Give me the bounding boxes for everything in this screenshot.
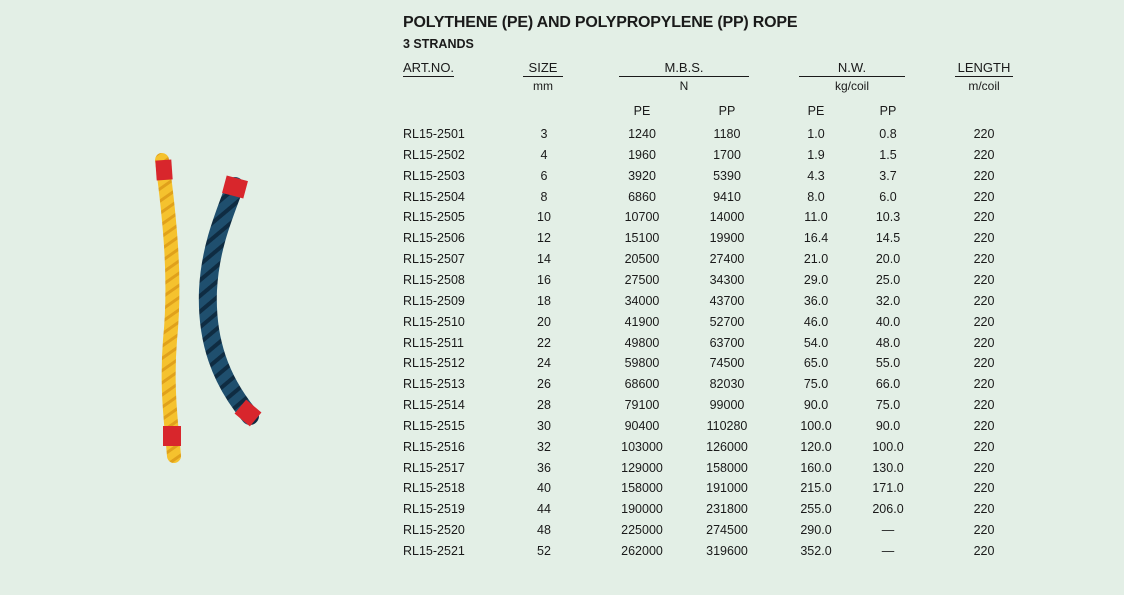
- table-row: [0, 168, 1124, 189]
- cell-nw-pe: 290.0: [800, 523, 832, 538]
- header-length: [954, 60, 1014, 77]
- cell-size: 40: [537, 481, 551, 496]
- cell-nw-pp: 0.8: [879, 127, 897, 141]
- cell-mbs-pp: 52700: [709, 314, 745, 329]
- cell-length: 220: [973, 460, 995, 475]
- unit-size: mm: [533, 79, 553, 93]
- cell-art-no: RL15-2509: [403, 293, 465, 308]
- cell-mbs-pe: 49800: [624, 335, 660, 350]
- cell-length: 220: [973, 335, 995, 350]
- cell-length: 220: [973, 523, 995, 538]
- cell-nw-pp: 75.0: [875, 398, 901, 413]
- cell-nw-pp: 55.0: [875, 356, 901, 371]
- table-row: [0, 397, 1124, 418]
- cell-nw-pe: 160.0: [800, 460, 832, 475]
- cell-size: 4: [540, 147, 548, 162]
- cell-length: 220: [973, 439, 995, 454]
- table-row: [0, 293, 1124, 314]
- cell-art-no: RL15-2514: [403, 398, 465, 413]
- cell-mbs-pe: 103000: [621, 439, 663, 454]
- table-row: [0, 230, 1124, 251]
- cell-mbs-pe: 90400: [624, 418, 660, 433]
- table-row: [0, 418, 1124, 439]
- cell-nw-pe: 352.0: [800, 544, 832, 558]
- cell-mbs-pe: 41900: [624, 314, 660, 329]
- cell-mbs-pe: 59800: [624, 356, 660, 371]
- cell-mbs-pp: 19900: [709, 231, 745, 246]
- subheader-mbs-pp: PP: [718, 104, 736, 118]
- cell-art-no: RL15-2508: [403, 272, 465, 287]
- cell-size: 30: [537, 418, 551, 433]
- header-length-label: LENGTH: [955, 60, 1013, 77]
- cell-mbs-pp: 9410: [713, 189, 741, 204]
- cell-mbs-pe: 190000: [621, 502, 663, 517]
- cell-length: 220: [973, 377, 995, 392]
- table-row: [0, 335, 1124, 356]
- subheader-nw-pe: PE: [807, 104, 825, 118]
- cell-length: 220: [973, 502, 995, 517]
- cell-size: 6: [540, 168, 548, 183]
- table-row: [0, 147, 1124, 168]
- cell-nw-pp: 25.0: [875, 272, 901, 287]
- cell-art-no: RL15-2519: [403, 502, 465, 517]
- cell-art-no: RL15-2521: [403, 544, 465, 558]
- cell-size: 12: [537, 231, 551, 246]
- cell-mbs-pp: 82030: [709, 377, 745, 392]
- cell-art-no: RL15-2505: [403, 210, 465, 225]
- cell-art-no: RL15-2501: [403, 127, 465, 141]
- table-row: [0, 355, 1124, 376]
- table-row: [0, 439, 1124, 460]
- table-row: [0, 209, 1124, 230]
- cell-length: 220: [973, 398, 995, 413]
- cell-size: 14: [537, 252, 551, 267]
- cell-size: 20: [537, 314, 551, 329]
- cell-nw-pp: 6.0: [879, 189, 897, 204]
- table-row: [0, 460, 1124, 481]
- table-row: [0, 480, 1124, 501]
- cell-mbs-pe: 20500: [624, 252, 660, 267]
- cell-nw-pp: —: [881, 523, 895, 538]
- cell-mbs-pe: 68600: [624, 377, 660, 392]
- cell-nw-pe: 16.4: [803, 231, 829, 246]
- cell-nw-pp: 14.5: [875, 231, 901, 246]
- cell-mbs-pp: 14000: [709, 210, 745, 225]
- cell-length: 220: [973, 127, 995, 141]
- cell-length: 220: [973, 168, 995, 183]
- cell-mbs-pp: 74500: [709, 356, 745, 371]
- cell-nw-pe: 4.3: [807, 168, 825, 183]
- cell-length: 220: [973, 231, 995, 246]
- cell-size: 24: [537, 356, 551, 371]
- cell-nw-pe: 29.0: [803, 272, 829, 287]
- cell-mbs-pp: 191000: [706, 481, 748, 496]
- cell-nw-pp: 171.0: [872, 481, 904, 496]
- cell-art-no: RL15-2502: [403, 147, 465, 162]
- cell-length: 220: [973, 210, 995, 225]
- cell-length: 220: [973, 272, 995, 287]
- cell-mbs-pe: 10700: [624, 210, 660, 225]
- table-row: [0, 501, 1124, 522]
- cell-mbs-pp: 110280: [706, 418, 748, 433]
- table-row: [0, 251, 1124, 272]
- cell-size: 36: [537, 460, 551, 475]
- cell-nw-pe: 65.0: [803, 356, 829, 371]
- cell-nw-pp: 206.0: [872, 502, 904, 517]
- cell-mbs-pp: 99000: [709, 398, 745, 413]
- cell-length: 220: [973, 189, 995, 204]
- cell-size: 16: [537, 272, 551, 287]
- cell-mbs-pp: 1700: [713, 147, 741, 162]
- cell-art-no: RL15-2516: [403, 439, 465, 454]
- header-nw-label: N.W.: [799, 60, 905, 77]
- cell-art-no: RL15-2515: [403, 418, 465, 433]
- header-mbs-label: M.B.S.: [619, 60, 749, 77]
- cell-art-no: RL15-2513: [403, 377, 465, 392]
- cell-nw-pp: 1.5: [879, 147, 897, 162]
- table-row: [0, 189, 1124, 210]
- cell-length: 220: [973, 418, 995, 433]
- cell-mbs-pp: 5390: [713, 168, 741, 183]
- cell-mbs-pe: 1240: [628, 127, 656, 141]
- cell-nw-pp: 32.0: [875, 293, 901, 308]
- cell-length: 220: [973, 293, 995, 308]
- cell-mbs-pp: 319600: [706, 544, 748, 558]
- cell-nw-pe: 100.0: [800, 418, 832, 433]
- cell-art-no: RL15-2510: [403, 314, 465, 329]
- cell-art-no: RL15-2507: [403, 252, 465, 267]
- cell-nw-pe: 120.0: [800, 439, 832, 454]
- header-mbs: [619, 60, 749, 77]
- cell-nw-pe: 8.0: [807, 189, 825, 204]
- cell-nw-pe: 36.0: [803, 293, 829, 308]
- header-size: [521, 60, 565, 77]
- cell-mbs-pe: 158000: [621, 481, 663, 496]
- cell-nw-pe: 90.0: [803, 398, 829, 413]
- cell-size: 52: [537, 544, 551, 558]
- cell-mbs-pe: 27500: [624, 272, 660, 287]
- cell-mbs-pp: 274500: [706, 523, 748, 538]
- cell-nw-pp: —: [881, 544, 895, 558]
- table-row: [0, 376, 1124, 397]
- unit-nw: kg/coil: [834, 79, 869, 93]
- cell-nw-pe: 1.0: [807, 127, 825, 141]
- cell-mbs-pp: 1180: [713, 127, 741, 141]
- cell-mbs-pe: 262000: [621, 544, 663, 558]
- cell-mbs-pe: 3920: [628, 168, 656, 183]
- subheader-mbs-pe: PE: [633, 104, 651, 118]
- cell-art-no: RL15-2506: [403, 231, 465, 246]
- cell-size: 48: [537, 523, 551, 538]
- cell-size: 22: [537, 335, 551, 350]
- cell-art-no: RL15-2520: [403, 523, 465, 538]
- cell-art-no: RL15-2511: [403, 335, 464, 350]
- cell-nw-pp: 10.3: [875, 210, 901, 225]
- cell-nw-pe: 21.0: [803, 252, 829, 267]
- cell-mbs-pp: 126000: [706, 439, 748, 454]
- cell-art-no: RL15-2518: [403, 481, 465, 496]
- cell-mbs-pp: 231800: [706, 502, 748, 517]
- cell-size: 8: [540, 189, 548, 204]
- cell-nw-pp: 66.0: [875, 377, 901, 392]
- cell-nw-pp: 3.7: [879, 168, 897, 183]
- cell-mbs-pp: 63700: [709, 335, 745, 350]
- cell-size: 3: [540, 127, 548, 141]
- cell-mbs-pe: 6860: [628, 189, 656, 204]
- cell-mbs-pe: 15100: [624, 231, 660, 246]
- cell-nw-pe: 75.0: [803, 377, 829, 392]
- cell-mbs-pe: 79100: [624, 398, 660, 413]
- cell-length: 220: [973, 252, 995, 267]
- table-row: [0, 272, 1124, 293]
- cell-length: 220: [973, 356, 995, 371]
- cell-size: 44: [537, 502, 551, 517]
- subheader-nw-pp: PP: [879, 104, 897, 118]
- cell-nw-pe: 255.0: [800, 502, 832, 517]
- cell-mbs-pe: 34000: [624, 293, 660, 308]
- unit-length: m/coil: [968, 79, 1000, 93]
- unit-mbs: N: [679, 79, 689, 93]
- cell-mbs-pp: 34300: [709, 272, 745, 287]
- table-row: [0, 314, 1124, 335]
- page-title: POLYTHENE (PE) AND POLYPROPYLENE (PP) ROPE: [403, 14, 798, 31]
- cell-size: 28: [537, 398, 551, 413]
- header-art-no-label: ART.NO.: [403, 60, 455, 75]
- cell-nw-pp: 100.0: [872, 439, 904, 454]
- cell-mbs-pe: 1960: [628, 147, 656, 162]
- cell-length: 220: [973, 481, 995, 496]
- page-subtitle: 3 STRANDS: [403, 37, 474, 51]
- header-art-no: [403, 60, 454, 75]
- table-row: [0, 126, 1124, 147]
- cell-art-no: RL15-2517: [403, 460, 465, 475]
- cell-nw-pp: 20.0: [875, 252, 901, 267]
- cell-nw-pp: 130.0: [872, 460, 904, 475]
- cell-size: 18: [537, 293, 551, 308]
- cell-size: 26: [537, 377, 551, 392]
- cell-nw-pp: 40.0: [875, 314, 901, 329]
- cell-mbs-pp: 43700: [709, 293, 745, 308]
- cell-nw-pe: 1.9: [807, 147, 825, 162]
- table-row: [0, 543, 1124, 564]
- cell-length: 220: [973, 147, 995, 162]
- cell-nw-pp: 90.0: [875, 418, 901, 433]
- cell-nw-pp: 48.0: [875, 335, 901, 350]
- header-size-label: SIZE: [523, 60, 563, 77]
- cell-art-no: RL15-2504: [403, 189, 465, 204]
- cell-length: 220: [973, 544, 995, 558]
- table-row: [0, 522, 1124, 543]
- cell-mbs-pp: 27400: [709, 252, 745, 267]
- cell-size: 32: [537, 439, 551, 454]
- cell-nw-pe: 46.0: [803, 314, 829, 329]
- cell-art-no: RL15-2512: [403, 356, 465, 371]
- cell-length: 220: [973, 314, 995, 329]
- cell-nw-pe: 215.0: [800, 481, 832, 496]
- header-nw: [799, 60, 905, 77]
- cell-mbs-pe: 129000: [621, 460, 663, 475]
- cell-mbs-pp: 158000: [706, 460, 748, 475]
- cell-nw-pe: 54.0: [803, 335, 829, 350]
- cell-art-no: RL15-2503: [403, 168, 465, 183]
- cell-mbs-pe: 225000: [621, 523, 663, 538]
- cell-nw-pe: 11.0: [804, 210, 828, 225]
- cell-size: 10: [537, 210, 551, 225]
